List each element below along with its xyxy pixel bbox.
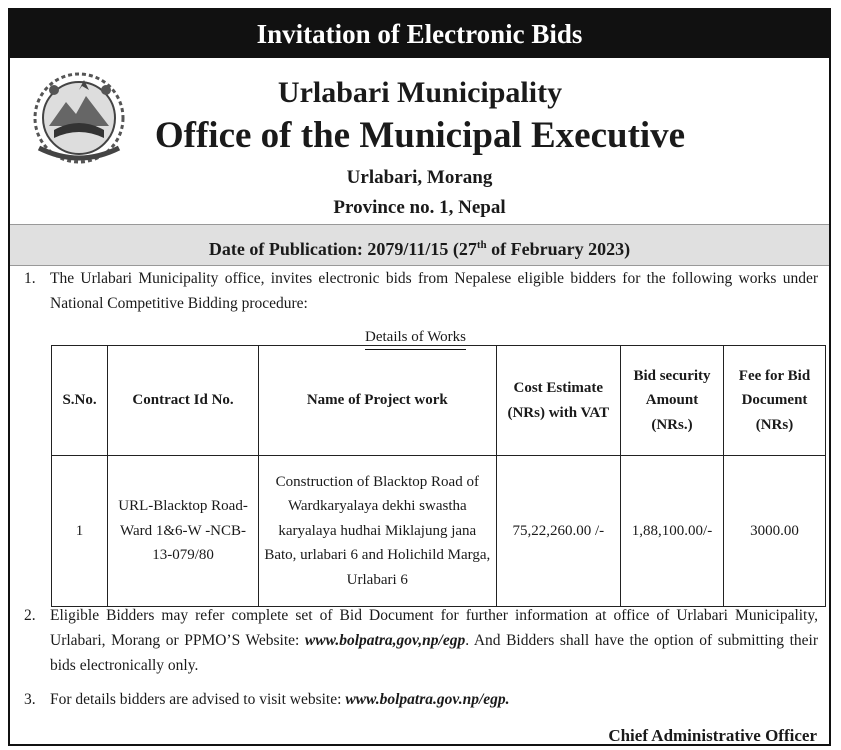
nepal-emblem-icon	[24, 68, 134, 168]
municipality-name: Urlabari Municipality	[277, 76, 563, 109]
publication-date-sup: th	[476, 239, 487, 251]
cell-cost-estimate: 75,22,260.00 /-	[496, 456, 620, 607]
ppmo-website-link[interactable]: www.bolpatra,gov,np/egp	[304, 632, 466, 649]
bolpatra-website-link[interactable]: www.bolpatra.gov.np/egp.	[345, 691, 510, 708]
province-text: Province no. 1, Nepal	[333, 197, 506, 218]
location-text: Urlabari, Morang	[346, 167, 493, 188]
cell-project-name: Construction of Blacktop Road of Wardkaryalaya dekhi swastha karyalaya hudhai Miklajung jana Bato, urlabari 6 and Holichild Marga, Urlabari 6	[259, 456, 497, 607]
item-3-text-a: For details bidders are advised to visit website:	[50, 691, 346, 708]
item-2-text-b: . And Bidders shall have the option of submitting their bids electronically only.	[50, 632, 818, 674]
header-sno: S.No.	[52, 346, 108, 456]
item-1-number: 1.	[24, 270, 36, 287]
header-contract-id: Contract Id No.	[108, 346, 259, 456]
cell-sno: 1	[52, 456, 108, 607]
item-1-text: The Urlabari Municipality office, invites electronic bids from Nepalese eligible bidders for the following works under National Competitive Bidding procedure:	[50, 270, 818, 312]
notice-banner: Invitation of Electronic Bids	[10, 10, 829, 58]
cell-contract-id: URL-Blacktop Road-Ward 1&6-W -NCB-13-079/80	[108, 456, 259, 607]
item-2-text-a: Eligible Bidders may refer complete set of Bid Document for further information at office of Urlabari Municipality, Urlabari, Morang or PPMO’S Website:	[50, 607, 818, 649]
signature-title: Chief Administrative Officer	[608, 726, 817, 745]
table-header-row	[52, 346, 826, 456]
cell-bid-fee: 3000.00	[723, 456, 825, 607]
cell-bid-security: 1,88,100.00/-	[621, 456, 724, 607]
office-name: Office of the Municipal Executive	[154, 115, 686, 156]
publication-date-suffix: of February 2023)	[486, 239, 631, 259]
table-row	[52, 456, 826, 607]
publication-date-prefix: Date of Publication: 2079/11/15 (27	[208, 239, 477, 259]
works-table	[51, 345, 826, 607]
item-2-number: 2.	[24, 607, 36, 624]
header-project-name: Name of Project work	[259, 346, 497, 456]
header-bid-security: Bid security Amount (NRs.)	[621, 346, 724, 456]
table-caption: Details of Works	[365, 326, 466, 350]
notice-frame	[8, 8, 831, 746]
publication-date-bar	[10, 224, 829, 266]
item-2-text	[50, 603, 818, 678]
header-bid-fee: Fee for Bid Document (NRs)	[723, 346, 825, 456]
item-3-number: 3.	[24, 691, 36, 708]
header-cost-estimate: Cost Estimate (NRs) with VAT	[496, 346, 620, 456]
item-3-text	[50, 687, 818, 712]
